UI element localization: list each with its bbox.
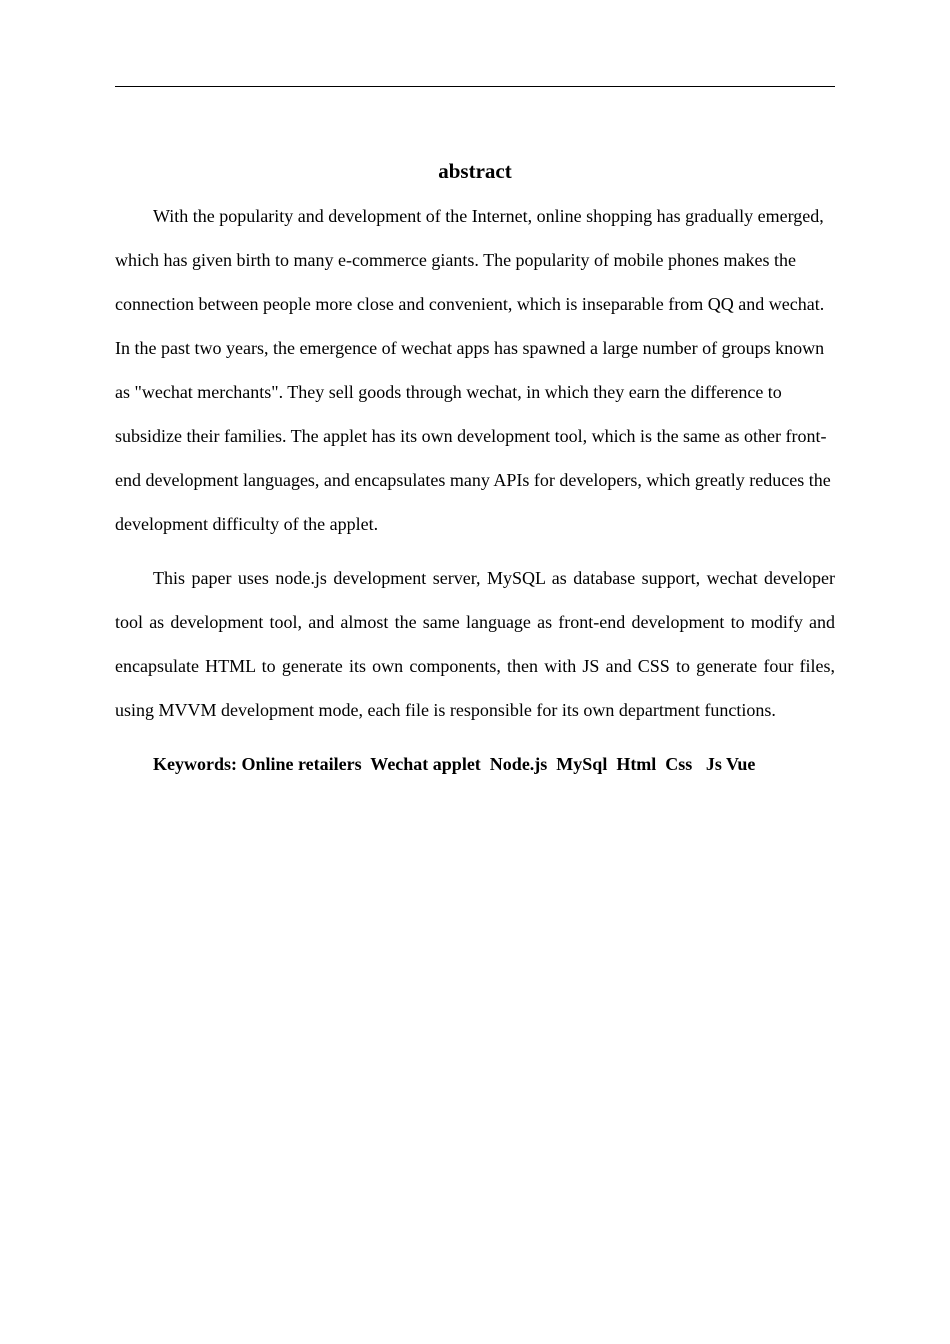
abstract-paragraph-2: This paper uses node.js development server, MySQL as database support, wechat developer tool as development tool, and almost the same language as front-end development to modify and encapsulate HTML to generate its own components, then with JS and CSS to generate four files, using MVVM development mode, each file is responsible for its own department functions.	[115, 568, 835, 720]
abstract-section	[115, 156, 835, 786]
header-rule	[115, 86, 835, 87]
abstract-title: abstract	[438, 159, 512, 183]
keywords-line: Keywords: Online retailers Wechat applet Node.js MySql Html Css Js Vue	[153, 754, 756, 774]
abstract-paragraph-1: With the popularity and development of the Internet, online shopping has gradually emerged, which has given birth to many e-commerce giants. The popularity of mobile phones makes the connection between people more close and convenient, which is inseparable from QQ and wechat. In the past two years, the emergence of wechat apps has spawned a large number of groups known as "wechat merchants". They sell goods through wechat, in which they earn the difference to subsidize their families. The applet has its own development tool, which is the same as other front-end development languages, and encapsulates many APIs for developers, which greatly reduces the development difficulty of the applet.	[115, 206, 831, 534]
